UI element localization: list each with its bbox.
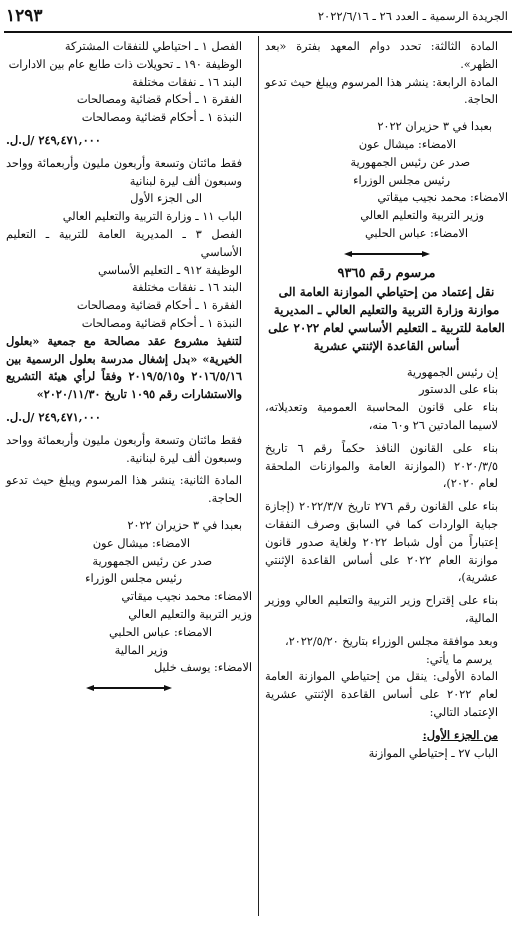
section-separator-2 (94, 685, 164, 691)
education-minister-title-2: وزير التربية والتعليم العالي (128, 607, 252, 621)
part-one-heading: من الجزء الأول: (422, 727, 498, 742)
sign-education-minister-2: الامضاء: عباس الحلبي (109, 625, 212, 639)
prime-minister-title: رئيس مجلس الوزراء (353, 173, 450, 187)
destination-item-16: البند ١٦ ـ نفقات مختلفة (131, 281, 242, 295)
based-law-6: بناء على القانون النافذ حكماً رقم ٦ تاريخ ٢٠٢٠/٣/٥ (الموازنة العامة والموازنات الملحقة لعام ٢٠٢٠)، (265, 441, 498, 491)
based-constitution: بناء على الدستور (418, 383, 498, 397)
destination-subparagraph-1: النبذة ١ ـ أحكام قضائية ومصالحات (81, 316, 242, 330)
destination-chapter-11: الباب ١١ ـ وزارة التربية والتعليم العالي (62, 210, 242, 224)
destination-part: الى الجزء الأول (130, 192, 202, 206)
decree-number: مرسوم رقم ٩٣٦٥ (337, 265, 436, 281)
chapter-27: الباب ٢٧ ـ إحتياطي الموازنة (368, 746, 498, 760)
based-proposal: بناء على إقتراح وزير التربية والتعليم العالي ووزير المالية، (265, 594, 498, 625)
left-column (6, 38, 252, 699)
article-4: المادة الرابعة: ينشر هذا المرسوم ويبلغ حيث تدعو الحاجة. (265, 75, 498, 107)
amount-2: ٢٤٩,٤٧١,٠٠٠ /ل.ل. (6, 409, 101, 424)
education-minister-title: وزير التربية والتعليم العالي (360, 209, 484, 223)
header-rule (4, 31, 512, 33)
decrees-following: يرسم ما يأتي: (426, 652, 492, 666)
source-function: الوظيفة ١٩٠ ـ تحويلات ذات طابع عام بين الادارات (8, 57, 242, 71)
page-header (0, 0, 516, 34)
amount-1: ٢٤٩,٤٧١,٠٠٠ /ل.ل. (6, 132, 101, 147)
destination-function-912: الوظيفة ٩١٢ ـ التعليم الأساسي (98, 263, 242, 277)
sign-education-minister: الامضاء: عباس الحلبي (365, 226, 468, 240)
source-subparagraph: النبذة ١ ـ أحكام قضائية ومصالحات (81, 111, 242, 125)
sign-prime-minister: الامضاء: محمد نجيب ميقاتي (377, 191, 508, 205)
sign-president: الامضاء: ميشال عون (358, 137, 456, 151)
source-chapter: الفصل ١ ـ احتياطي للنفقات المشتركة (64, 40, 242, 53)
gazette-title: الجريدة الرسمية ـ العدد ٢٦ ـ ٢٠٢٢/٦/١٦ (317, 9, 508, 23)
article-1: المادة الأولى: ينقل من إحتياطي الموازنة العامة لعام ٢٠٢٢ على أساس القاعدة الإثنتي عشرية الإعتماد التالي: (265, 670, 498, 719)
prime-minister-title-2: رئيس مجلس الوزراء (85, 572, 182, 586)
president-intro: إن رئيس الجمهورية (406, 365, 498, 379)
based-accounting-law: بناء على قانون المحاسبة العمومية وتعديلاته، لاسيما المادتين ٢٦ و٦٠ منه، (265, 401, 498, 432)
amount-2-words: فقط مائتان وتسعة وأربعون مليون وأربعمائة وواحد وسبعون ألف ليرة لبنانية. (6, 433, 242, 465)
council-approval: وبعد موافقة مجلس الوزراء بتاريخ ٢٠٢٢/٥/٢٠، (284, 634, 498, 648)
right-column (265, 38, 508, 762)
sign-date-2: بعبدا في ٣ حزيران ٢٠٢٢ (127, 518, 242, 532)
issued-by-2: صدر عن رئيس الجمهورية (92, 554, 212, 568)
column-divider (258, 36, 259, 916)
article-2: المادة الثانية: ينشر هذا المرسوم ويبلغ حيث تدعو الحاجة. (6, 474, 242, 506)
sign-date: بعبدا في ٣ حزيران ٢٠٢٢ (377, 120, 492, 134)
article-3: المادة الثالثة: تحدد دوام المعهد بفترة «بعد الظهر». (265, 40, 498, 71)
destination-paragraph-1: الفقرة ١ ـ أحكام قضائية ومصالحات (76, 299, 242, 313)
sign-prime-minister-2: الامضاء: محمد نجيب ميقاتي (121, 590, 252, 604)
finance-minister-title: وزير المالية (114, 643, 168, 657)
source-item: البند ١٦ ـ نفقات مختلفة (131, 75, 242, 89)
issued-by: صدر عن رئيس الجمهورية (350, 155, 470, 169)
section-separator (352, 251, 422, 257)
amount-1-words: فقط مائتان وتسعة وأربعون مليون وأربعمائة وواحد وسبعون ألف ليرة لبنانية (6, 156, 242, 188)
sign-finance-minister: الامضاء: يوسف خليل (154, 661, 252, 675)
page-number: ١٢٩٣ (6, 6, 43, 26)
settlement-purpose: لتنفيذ مشروع عقد مصالحة مع جمعية «بعلول الخيرية» «بدل إشغال مدرسة بعلول الرسمية بين ٢٠١٦/٥/١٦ و٢٠١٩/٥/١٥ وفقاً لرأي هيئة التشريع والاستشارات رقم ١٠٩٥ تاريخ ٢٠٢٠/١١/٣٠» (6, 333, 242, 402)
source-paragraph: الفقرة ١ ـ أحكام قضائية ومصالحات (76, 93, 242, 107)
destination-section-3: الفصل ٣ ـ المديرية العامة للتربية ـ التعليم الأساسي (6, 227, 242, 259)
based-law-276: بناء على القانون رقم ٢٧٦ تاريخ ٢٠٢٢/٣/٧ (إجازة جباية الواردات كما في السابق وصرف النفقات إعتباراً من أول شباط ٢٠٢٢ ولغاية صدور قانون موازنة العام ٢٠٢٢ على أساس القاعدة الإثنتي عشرية)، (265, 500, 498, 585)
sign-president-2: الامضاء: ميشال عون (92, 536, 190, 550)
decree-title: نقل إعتماد من إحتياطي الموازنة العامة الى موازنة وزارة التربية والتعليم العالي ـ المديرية العامة للتربية ـ التعليم الأساسي لعام ٢٠٢٢ على أساس القاعدة الإثنتي عشرية (268, 284, 505, 353)
